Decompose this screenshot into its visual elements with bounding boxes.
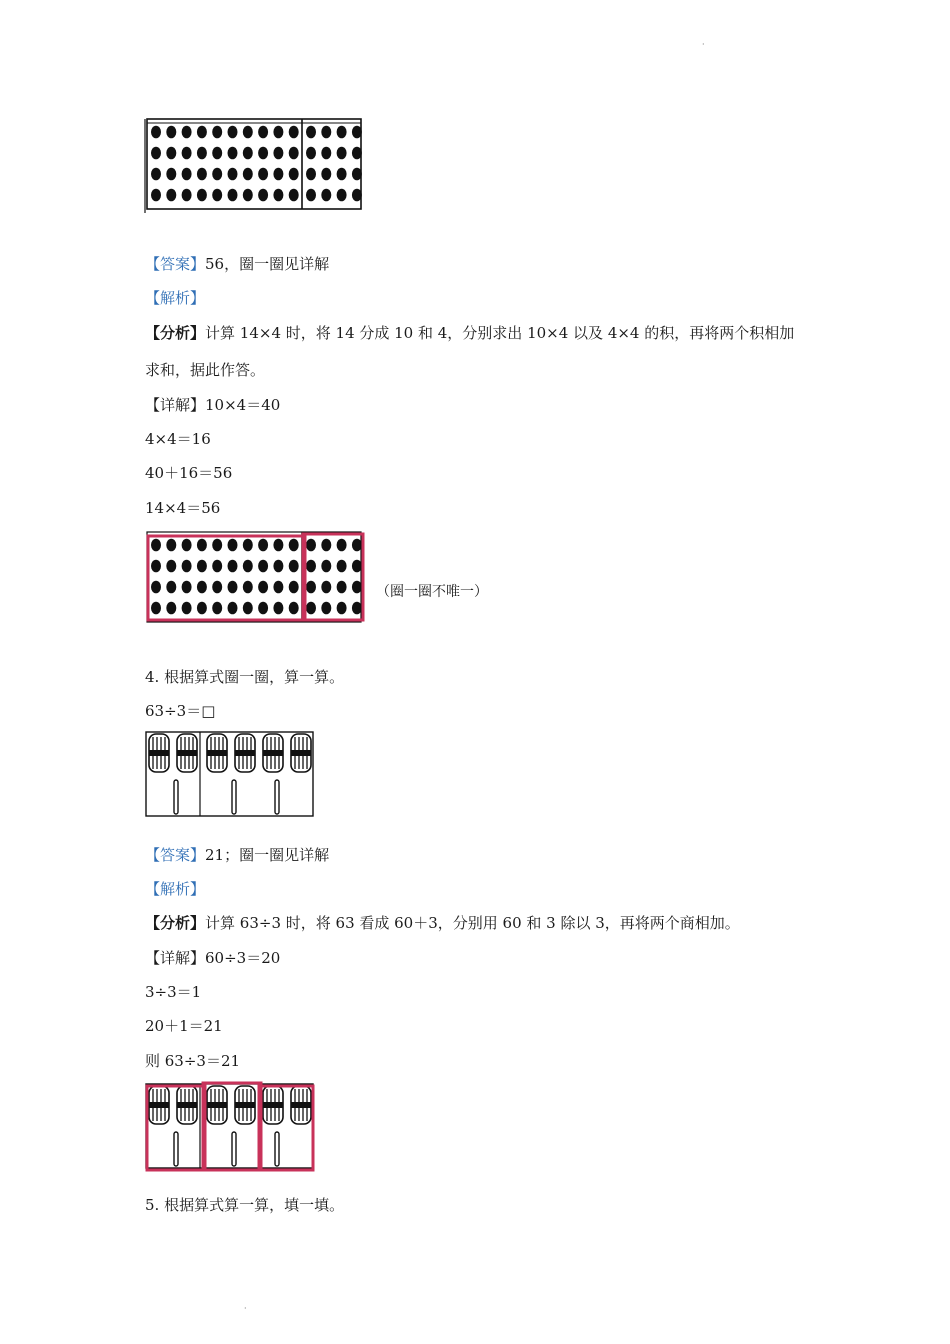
dot [258, 581, 268, 594]
dot [197, 126, 207, 139]
dot [258, 168, 268, 181]
dot [337, 560, 347, 573]
bundle-band [263, 750, 283, 756]
dot [321, 189, 331, 202]
stick-bundle [235, 734, 255, 772]
dot [151, 168, 161, 181]
bundle-band [149, 750, 169, 756]
dot [228, 147, 238, 160]
dot [197, 189, 207, 202]
stick-bundle [291, 734, 311, 772]
dot [212, 539, 222, 552]
single-stick [275, 1132, 279, 1166]
dot [306, 539, 316, 552]
dot [228, 126, 238, 139]
dot [212, 560, 222, 573]
dot [306, 602, 316, 615]
dot [273, 189, 283, 202]
stick-bundle [207, 734, 227, 772]
stick-bundle [263, 734, 283, 772]
dot [243, 168, 253, 181]
dot [212, 168, 222, 181]
dot [337, 147, 347, 160]
dot [352, 126, 362, 139]
dot [182, 602, 192, 615]
dot [166, 168, 176, 181]
dot [212, 147, 222, 160]
dot [258, 602, 268, 615]
dot [228, 539, 238, 552]
dot [166, 539, 176, 552]
dot [289, 560, 299, 573]
dot [321, 147, 331, 160]
dot [228, 560, 238, 573]
dot [151, 581, 161, 594]
bundle-band [207, 750, 227, 756]
dot [289, 189, 299, 202]
bundle-band [177, 750, 197, 756]
dot [289, 147, 299, 160]
dot [151, 539, 161, 552]
dot [212, 189, 222, 202]
circle-note: （圈一圈不唯一） [376, 584, 488, 600]
dot [352, 189, 362, 202]
question-4: 4. 根据算式圈一圈，算一算。 [145, 668, 345, 686]
detail-step: 14×4＝56 [145, 499, 221, 517]
dot [273, 126, 283, 139]
answer-line: 【答案】56，圈一圈见详解 [145, 255, 330, 273]
dot [166, 189, 176, 202]
dot [197, 147, 207, 160]
dot [306, 189, 316, 202]
detail-step: 则 63÷3＝21 [145, 1052, 241, 1070]
dot [352, 147, 362, 160]
bundle-band [291, 1102, 311, 1108]
dot [289, 602, 299, 615]
dot [289, 126, 299, 139]
dot [321, 539, 331, 552]
detail-step: 40＋16＝56 [145, 464, 233, 482]
dot [289, 581, 299, 594]
answer-line: 【答案】21；圈一圈见详解 [145, 846, 330, 864]
dot [197, 560, 207, 573]
dot [337, 168, 347, 181]
stick-bundle [149, 734, 169, 772]
bundle-band [235, 1102, 255, 1108]
dot [273, 539, 283, 552]
dot [321, 581, 331, 594]
dot [228, 168, 238, 181]
dot [166, 602, 176, 615]
dot [306, 147, 316, 160]
dot [228, 602, 238, 615]
dot [258, 539, 268, 552]
dot [321, 560, 331, 573]
stick-bundle [291, 1086, 311, 1124]
stick-bundle [149, 1086, 169, 1124]
single-stick [174, 780, 178, 814]
dot [337, 581, 347, 594]
dot [337, 602, 347, 615]
dot [306, 126, 316, 139]
dot [197, 581, 207, 594]
detail-step: 20＋1＝21 [145, 1017, 223, 1035]
analysis-line: 【分析】计算 14×4 时，将 14 分成 10 和 4，分别求出 10×4 以及 4×4 的积，再将两个积相加 [145, 324, 795, 342]
dot [352, 168, 362, 181]
dot [166, 560, 176, 573]
detail-step: 3÷3＝1 [145, 983, 202, 1001]
single-stick [275, 780, 279, 814]
circled-dot-array-figure [143, 528, 369, 628]
dot [258, 147, 268, 160]
dot [182, 168, 192, 181]
dot [258, 560, 268, 573]
dot [182, 147, 192, 160]
dot [182, 560, 192, 573]
stick-bundle [263, 1086, 283, 1124]
dot [273, 602, 283, 615]
dot [321, 168, 331, 181]
dot [151, 147, 161, 160]
dot [243, 602, 253, 615]
page-mark: · [702, 40, 705, 49]
dot [306, 168, 316, 181]
dot [243, 560, 253, 573]
detail-step: 【详解】10×4＝40 [145, 396, 281, 414]
dot [212, 602, 222, 615]
dot [352, 602, 362, 615]
analysis-line: 【分析】计算 63÷3 时，将 63 看成 60＋3，分别用 60 和 3 除以 3，再将两个商相加。 [145, 914, 740, 932]
dot [306, 581, 316, 594]
detail-step: 【详解】60÷3＝20 [145, 949, 281, 967]
dot [197, 602, 207, 615]
dot [352, 581, 362, 594]
bundle-band [263, 1102, 283, 1108]
dot [166, 126, 176, 139]
dot [151, 189, 161, 202]
dot [289, 539, 299, 552]
dot [197, 539, 207, 552]
dot [243, 126, 253, 139]
dot [258, 189, 268, 202]
bundle-band [149, 1102, 169, 1108]
dot [337, 189, 347, 202]
dot [306, 560, 316, 573]
stick-bundle [177, 1086, 197, 1124]
analysis-heading: 【解析】 [145, 289, 206, 307]
dot [243, 539, 253, 552]
dot [151, 560, 161, 573]
bundle-figure [143, 728, 319, 820]
single-stick [174, 1132, 178, 1166]
dot [352, 539, 362, 552]
page-mark: · [244, 1304, 247, 1313]
bundle-band [235, 750, 255, 756]
circled-bundle-figure [143, 1080, 319, 1174]
dot [321, 126, 331, 139]
dot [197, 168, 207, 181]
dot [243, 581, 253, 594]
stick-bundle [177, 734, 197, 772]
bundle-frame [146, 1084, 313, 1168]
equation: 63÷3＝□ [145, 702, 216, 720]
analysis-line-continued: 求和，据此作答。 [145, 361, 266, 379]
dot [337, 539, 347, 552]
bundle-band [177, 1102, 197, 1108]
dot [151, 602, 161, 615]
dot [258, 126, 268, 139]
stick-bundle [235, 1086, 255, 1124]
dot [182, 126, 192, 139]
question-5: 5. 根据算式算一算，填一填。 [145, 1196, 345, 1214]
dot-array-figure [143, 115, 365, 215]
dot [273, 581, 283, 594]
dot [182, 189, 192, 202]
dot [182, 539, 192, 552]
dot [352, 560, 362, 573]
dot [212, 126, 222, 139]
dot [337, 126, 347, 139]
dot [273, 168, 283, 181]
single-stick [232, 1132, 236, 1166]
dot [228, 581, 238, 594]
dot [228, 189, 238, 202]
single-stick [232, 780, 236, 814]
dot [321, 602, 331, 615]
dot [289, 168, 299, 181]
dot [212, 581, 222, 594]
dot [182, 581, 192, 594]
dot [243, 147, 253, 160]
bundle-frame [146, 732, 313, 816]
bundle-band [207, 1102, 227, 1108]
bundle-band [291, 750, 311, 756]
dot [166, 147, 176, 160]
dot [273, 560, 283, 573]
dot [166, 581, 176, 594]
dot [151, 126, 161, 139]
dot [243, 189, 253, 202]
stick-bundle [207, 1086, 227, 1124]
analysis-heading: 【解析】 [145, 880, 206, 898]
detail-step: 4×4＝16 [145, 430, 211, 448]
dot [273, 147, 283, 160]
